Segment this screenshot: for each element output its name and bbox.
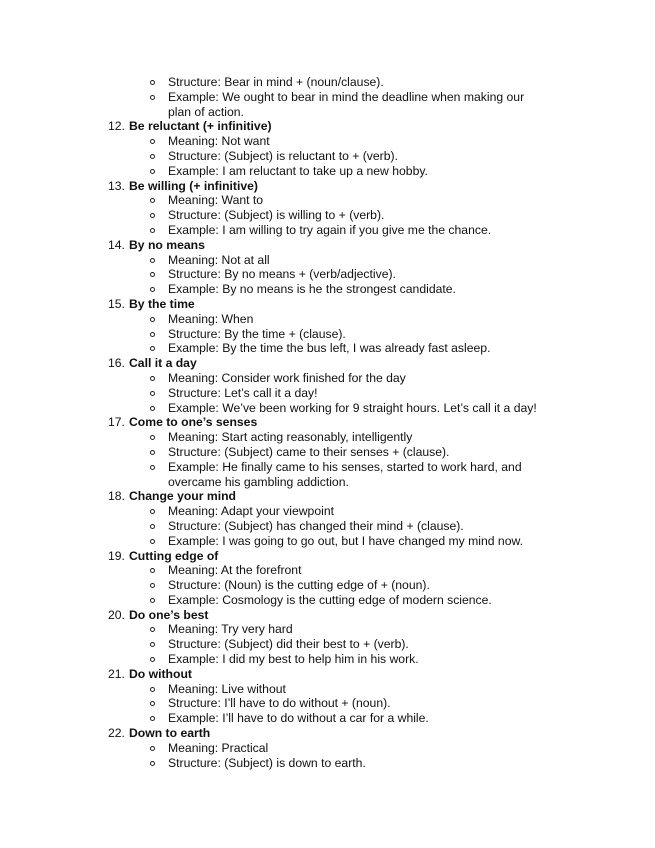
bullet-text: Example: By the time the bus left, I was already fast asleep. [168, 341, 491, 356]
bullet-icon [150, 213, 155, 218]
bullet-icon [150, 435, 155, 440]
bullet-line [0, 327, 655, 342]
continuation-line [0, 475, 655, 490]
bullet-line [0, 622, 655, 637]
entry-number: 16. [108, 356, 125, 371]
bullet-text: Structure: By no means + (verb/adjective). [168, 267, 396, 282]
bullet-text: Structure: By the time + (clause). [168, 326, 346, 341]
bullet-line [0, 445, 655, 460]
bullet-line [0, 134, 655, 149]
entry-heading [0, 297, 655, 312]
bullet-icon [150, 391, 155, 396]
entry-number: 18. [108, 489, 125, 504]
bullet-text: Structure: I’ll have to do without + (noun). [168, 696, 391, 711]
entry-number: 20. [108, 607, 125, 622]
bullet-text: Example: I am reluctant to take up a new hobby. [168, 163, 428, 178]
bullet-icon [150, 346, 155, 351]
bullet-icon [150, 716, 155, 721]
bullet-line [0, 90, 655, 105]
continuation-text: plan of action. [168, 104, 244, 119]
bullet-line [0, 341, 655, 356]
document-body [0, 75, 655, 770]
entry-heading [0, 179, 655, 194]
entry-heading [0, 415, 655, 430]
bullet-icon [150, 139, 155, 144]
bullet-line [0, 711, 655, 726]
entry-term: Down to earth [129, 726, 211, 741]
entry-term: By the time [129, 296, 195, 311]
bullet-text: Example: We ought to bear in mind the deadline when making our [168, 89, 525, 104]
bullet-text: Structure: (Subject) is reluctant to + (verb). [168, 148, 398, 163]
bullet-line [0, 460, 655, 475]
bullet-line [0, 534, 655, 549]
entry-term: Be willing (+ infinitive) [129, 178, 258, 193]
bullet-text: Meaning: At the forefront [168, 563, 302, 578]
bullet-line [0, 282, 655, 297]
bullet-text: Structure: (Subject) is willing to + (verb). [168, 208, 385, 223]
bullet-line [0, 682, 655, 697]
entry-heading [0, 726, 655, 741]
bullet-line [0, 253, 655, 268]
bullet-icon [150, 376, 155, 381]
bullet-text: Meaning: Live without [168, 681, 286, 696]
bullet-icon [150, 568, 155, 573]
bullet-line [0, 637, 655, 652]
bullet-text: Meaning: Consider work finished for the day [168, 370, 406, 385]
bullet-text: Structure: (Subject) has changed their mind + (clause). [168, 518, 464, 533]
bullet-text: Example: I did my best to help him in his work. [168, 652, 419, 667]
entry-number: 13. [108, 178, 125, 193]
bullet-icon [150, 95, 155, 100]
bullet-icon [150, 583, 155, 588]
bullet-text: Example: I was going to go out, but I have changed my mind now. [168, 533, 524, 548]
bullet-line [0, 519, 655, 534]
bullet-text: Meaning: Try very hard [168, 622, 293, 637]
bullet-line [0, 504, 655, 519]
bullet-icon [150, 746, 155, 751]
bullet-text: Example: He finally came to his senses, started to work hard, and [168, 459, 522, 474]
entry-term: Do without [129, 666, 192, 681]
bullet-text: Example: By no means is he the strongest candidate. [168, 282, 456, 297]
bullet-text: Meaning: When [168, 311, 254, 326]
bullet-text: Example: I’ll have to do without a car for a while. [168, 711, 429, 726]
entry-number: 12. [108, 119, 125, 134]
bullet-line [0, 75, 655, 90]
bullet-text: Example: Cosmology is the cutting edge of modern science. [168, 592, 492, 607]
bullet-text: Structure: Let’s call it a day! [168, 385, 318, 400]
bullet-icon [150, 287, 155, 292]
bullet-icon [150, 761, 155, 766]
bullet-line [0, 430, 655, 445]
entry-heading [0, 608, 655, 623]
bullet-line [0, 193, 655, 208]
bullet-icon [150, 450, 155, 455]
bullet-icon [150, 701, 155, 706]
bullet-icon [150, 509, 155, 514]
bullet-icon [150, 228, 155, 233]
entry-term: Be reluctant (+ infinitive) [129, 119, 272, 134]
bullet-icon [150, 539, 155, 544]
bullet-line [0, 593, 655, 608]
bullet-text: Structure: (Noun) is the cutting edge of + (noun). [168, 578, 430, 593]
bullet-text: Meaning: Not at all [168, 252, 270, 267]
bullet-icon [150, 317, 155, 322]
bullet-icon [150, 642, 155, 647]
bullet-line [0, 741, 655, 756]
entry-term: Change your mind [129, 489, 236, 504]
bullet-text: Meaning: Practical [168, 740, 269, 755]
bullet-icon [150, 258, 155, 263]
bullet-text: Meaning: Want to [168, 193, 264, 208]
bullet-line [0, 652, 655, 667]
bullet-line [0, 696, 655, 711]
bullet-text: Structure: (Subject) did their best to + (verb). [168, 637, 409, 652]
continuation-line [0, 105, 655, 120]
entry-heading [0, 238, 655, 253]
bullet-icon [150, 687, 155, 692]
entry-number: 22. [108, 726, 125, 741]
bullet-icon [150, 198, 155, 203]
entry-number: 15. [108, 296, 125, 311]
bullet-line [0, 164, 655, 179]
bullet-text: Structure: (Subject) is down to earth. [168, 755, 366, 770]
bullet-line [0, 578, 655, 593]
entry-heading [0, 549, 655, 564]
bullet-line [0, 223, 655, 238]
bullet-text: Example: We’ve been working for 9 straight hours. Let’s call it a day! [168, 400, 537, 415]
bullet-line [0, 267, 655, 282]
entry-heading [0, 489, 655, 504]
entry-heading [0, 667, 655, 682]
entry-term: Come to one’s senses [129, 415, 258, 430]
bullet-icon [150, 332, 155, 337]
bullet-icon [150, 598, 155, 603]
bullet-icon [150, 406, 155, 411]
bullet-icon [150, 80, 155, 85]
bullet-line [0, 386, 655, 401]
bullet-line [0, 312, 655, 327]
entry-heading [0, 356, 655, 371]
bullet-text: Meaning: Not want [168, 134, 270, 149]
bullet-text: Structure: (Subject) came to their senses + (clause). [168, 444, 450, 459]
bullet-line [0, 208, 655, 223]
entry-heading [0, 119, 655, 134]
bullet-text: Meaning: Start acting reasonably, intelligently [168, 430, 413, 445]
bullet-icon [150, 465, 155, 470]
bullet-line [0, 563, 655, 578]
bullet-icon [150, 272, 155, 277]
entry-term: Do one’s best [129, 607, 209, 622]
entry-term: Call it a day [129, 356, 197, 371]
entry-number: 14. [108, 237, 125, 252]
bullet-line [0, 756, 655, 771]
bullet-text: Structure: Bear in mind + (noun/clause). [168, 75, 384, 89]
bullet-line [0, 149, 655, 164]
entry-term: By no means [129, 237, 205, 252]
bullet-icon [150, 169, 155, 174]
bullet-line [0, 401, 655, 416]
entry-number: 21. [108, 666, 125, 681]
bullet-icon [150, 524, 155, 529]
entry-number: 19. [108, 548, 125, 563]
bullet-text: Example: I am willing to try again if you give me the chance. [168, 222, 492, 237]
bullet-icon [150, 627, 155, 632]
continuation-text: overcame his gambling addiction. [168, 474, 349, 489]
bullet-icon [150, 657, 155, 662]
bullet-icon [150, 154, 155, 159]
bullet-text: Meaning: Adapt your viewpoint [168, 504, 334, 519]
entry-term: Cutting edge of [129, 548, 219, 563]
bullet-line [0, 371, 655, 386]
entry-number: 17. [108, 415, 125, 430]
